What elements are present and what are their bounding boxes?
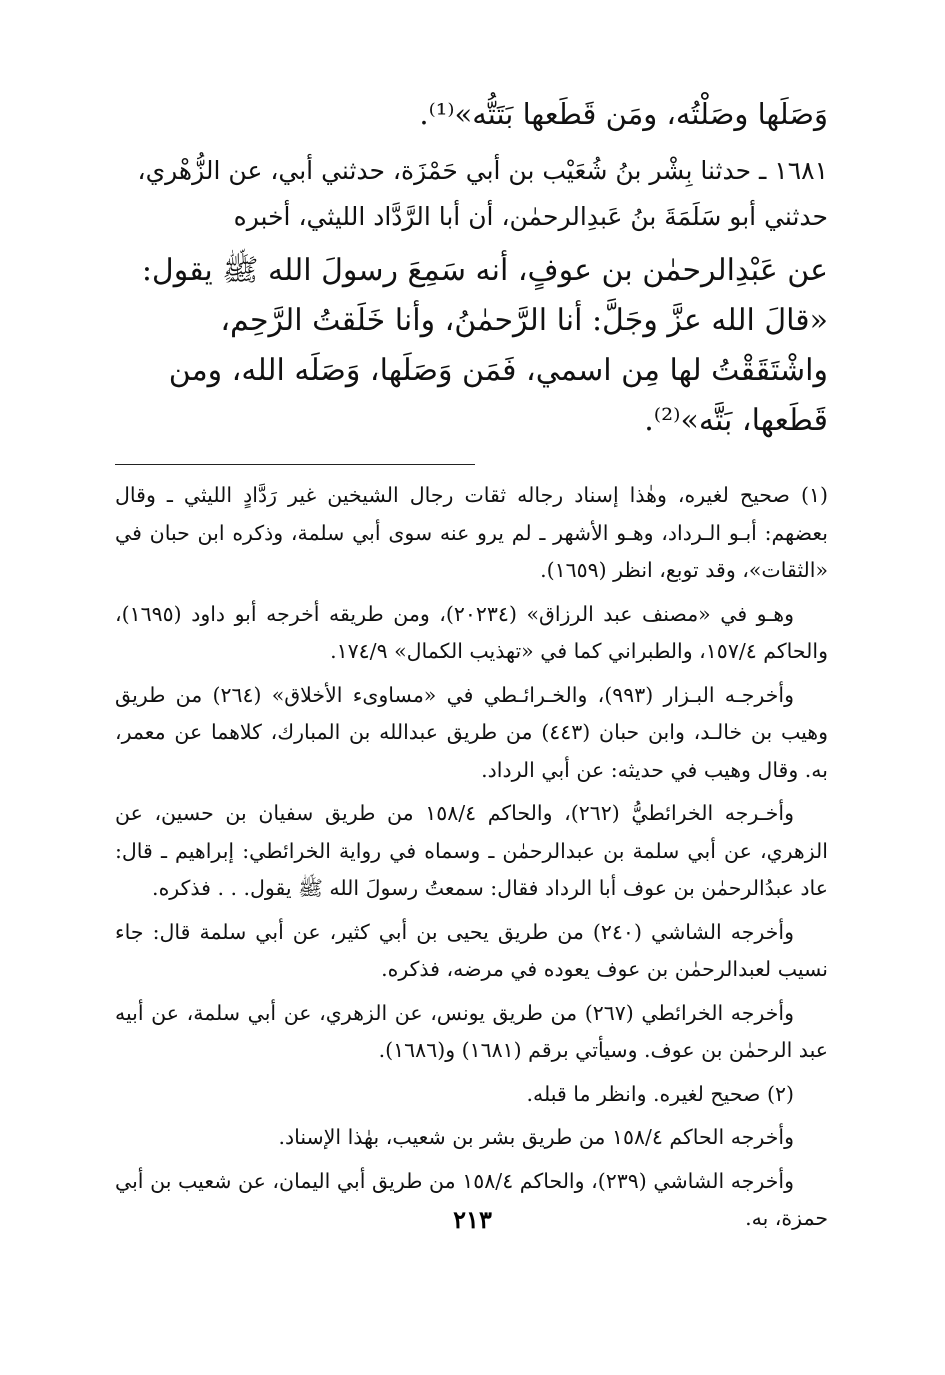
footnote-paragraph: وأخـرجه الخرائطيُّ (٢٦٢)، والحاكم ١٥٨/٤ من طريق سفيان بن حسين، عن الزهري، عن أبي سلمة بن عبدالرحمٰن ـ وسماه في رواية الخرائطي: إبراهيم ـ قال: عاد عبدُالرحمٰن بن عوف أبا الرداد فقال: سمعتُ رسولَ الله ﷺ يقول. . . فذكره. xyxy=(115,801,828,900)
footnote-paragraph: وهـو في «مصنف عبد الرزاق» (٢٠٢٣٤)، ومن طريقه أخرجه أبو داود (١٦٩٥)، والحاكم ١٥٧/٤، والطبراني كما في «تهذيب الكمال» ١٧٤/٩. xyxy=(115,601,828,663)
page-number: ٢١٣ xyxy=(453,1205,492,1234)
footnote-1: (١) صحيح لغيره، وهٰذا إسناد رجاله ثقات رجال الشيخين غير رَدَّادٍ الليثي ـ وقال بعضهم: أبـو الـرداد، وهـو الأشهر ـ لم يرو عنه سوى أبي سلمة، وذكره ابن حبان في «الثقات»، وقد توبع، انظر (١٦٥٩). xyxy=(115,483,828,582)
hadith-1681-isnad: ١٦٨١ ـ حدثنا بِشْر بنُ شُعَيْب بن أبي حَمْزَة، حدثني أبي، عن الزُّهْري، حدثني أبو سَلَمَةَ بنُ عَبدِالرحمٰن، أن أبا الرَّدَّاد الليثي، أخبره xyxy=(137,156,828,231)
footnote-divider xyxy=(115,464,475,465)
footnote-paragraph: وأخرجه الشاشي (٢٤٠) من طريق يحيى بن أبي كثير، عن أبي سلمة قال: جاء نسيب لعبدالرحمٰن بن عوف يعوده في مرضه، فذكره. xyxy=(115,919,828,981)
opening-line: وَصَلَها وصَلْتُه، ومَن قَطَعها بَتَتُّه»⁽¹⁾. xyxy=(419,97,828,131)
footnote-paragraph: وأخرجـه البـزار (٩٩٣)، والخـرائـطي في «مساوىء الأخلاق» (٢٦٤) من طريق وهيب بن خالـد، وابن حبان (٤٤٣) من طريق عبدالله بن المبارك، كلاهما عن معمر، به. وقال وهيب في حديثه: عن أبي الرداد. xyxy=(115,682,828,782)
hadith-1681-matn: عن عَبْدِالرحمٰن بن عوفٍ، أنه سَمِعَ رسولَ الله ﷺ يقول: «قالَ الله عزَّ وجَلَّ: أنا الرَّحمٰنُ، وأنا خَلَقتُ الرَّحِم، واشْتَقَقْتُ لها مِن اسمي، فَمَن وَصَلَها، وَصَلَه الله، ومن قَطَعها، بَتَّه»⁽²⁾. xyxy=(141,253,828,438)
footnote-paragraph: وأخرجه الشاشي (٢٣٩)، والحاكم ١٥٨/٤ من طريق أبي اليمان، عن شعيب بن أبي حمزة، به. xyxy=(115,1168,828,1230)
footnote-paragraph: وأخرجه الخرائطي (٢٦٧) من طريق يونس، عن الزهري، عن أبي سلمة، عن أبيه عبد الرحمٰن بن عوف. وسيأتي برقم (١٦٨١) و(١٦٨٦). xyxy=(115,1000,828,1062)
footnotes xyxy=(115,477,828,1238)
page-body xyxy=(115,88,828,1244)
footnote-paragraph: وأخرجه الحاكم ١٥٨/٤ من طريق بشر بن شعيب، بهٰذا الإسناد. xyxy=(278,1125,794,1149)
footnote-2: (٢) صحيح لغيره. وانظر ما قبله. xyxy=(526,1081,794,1106)
